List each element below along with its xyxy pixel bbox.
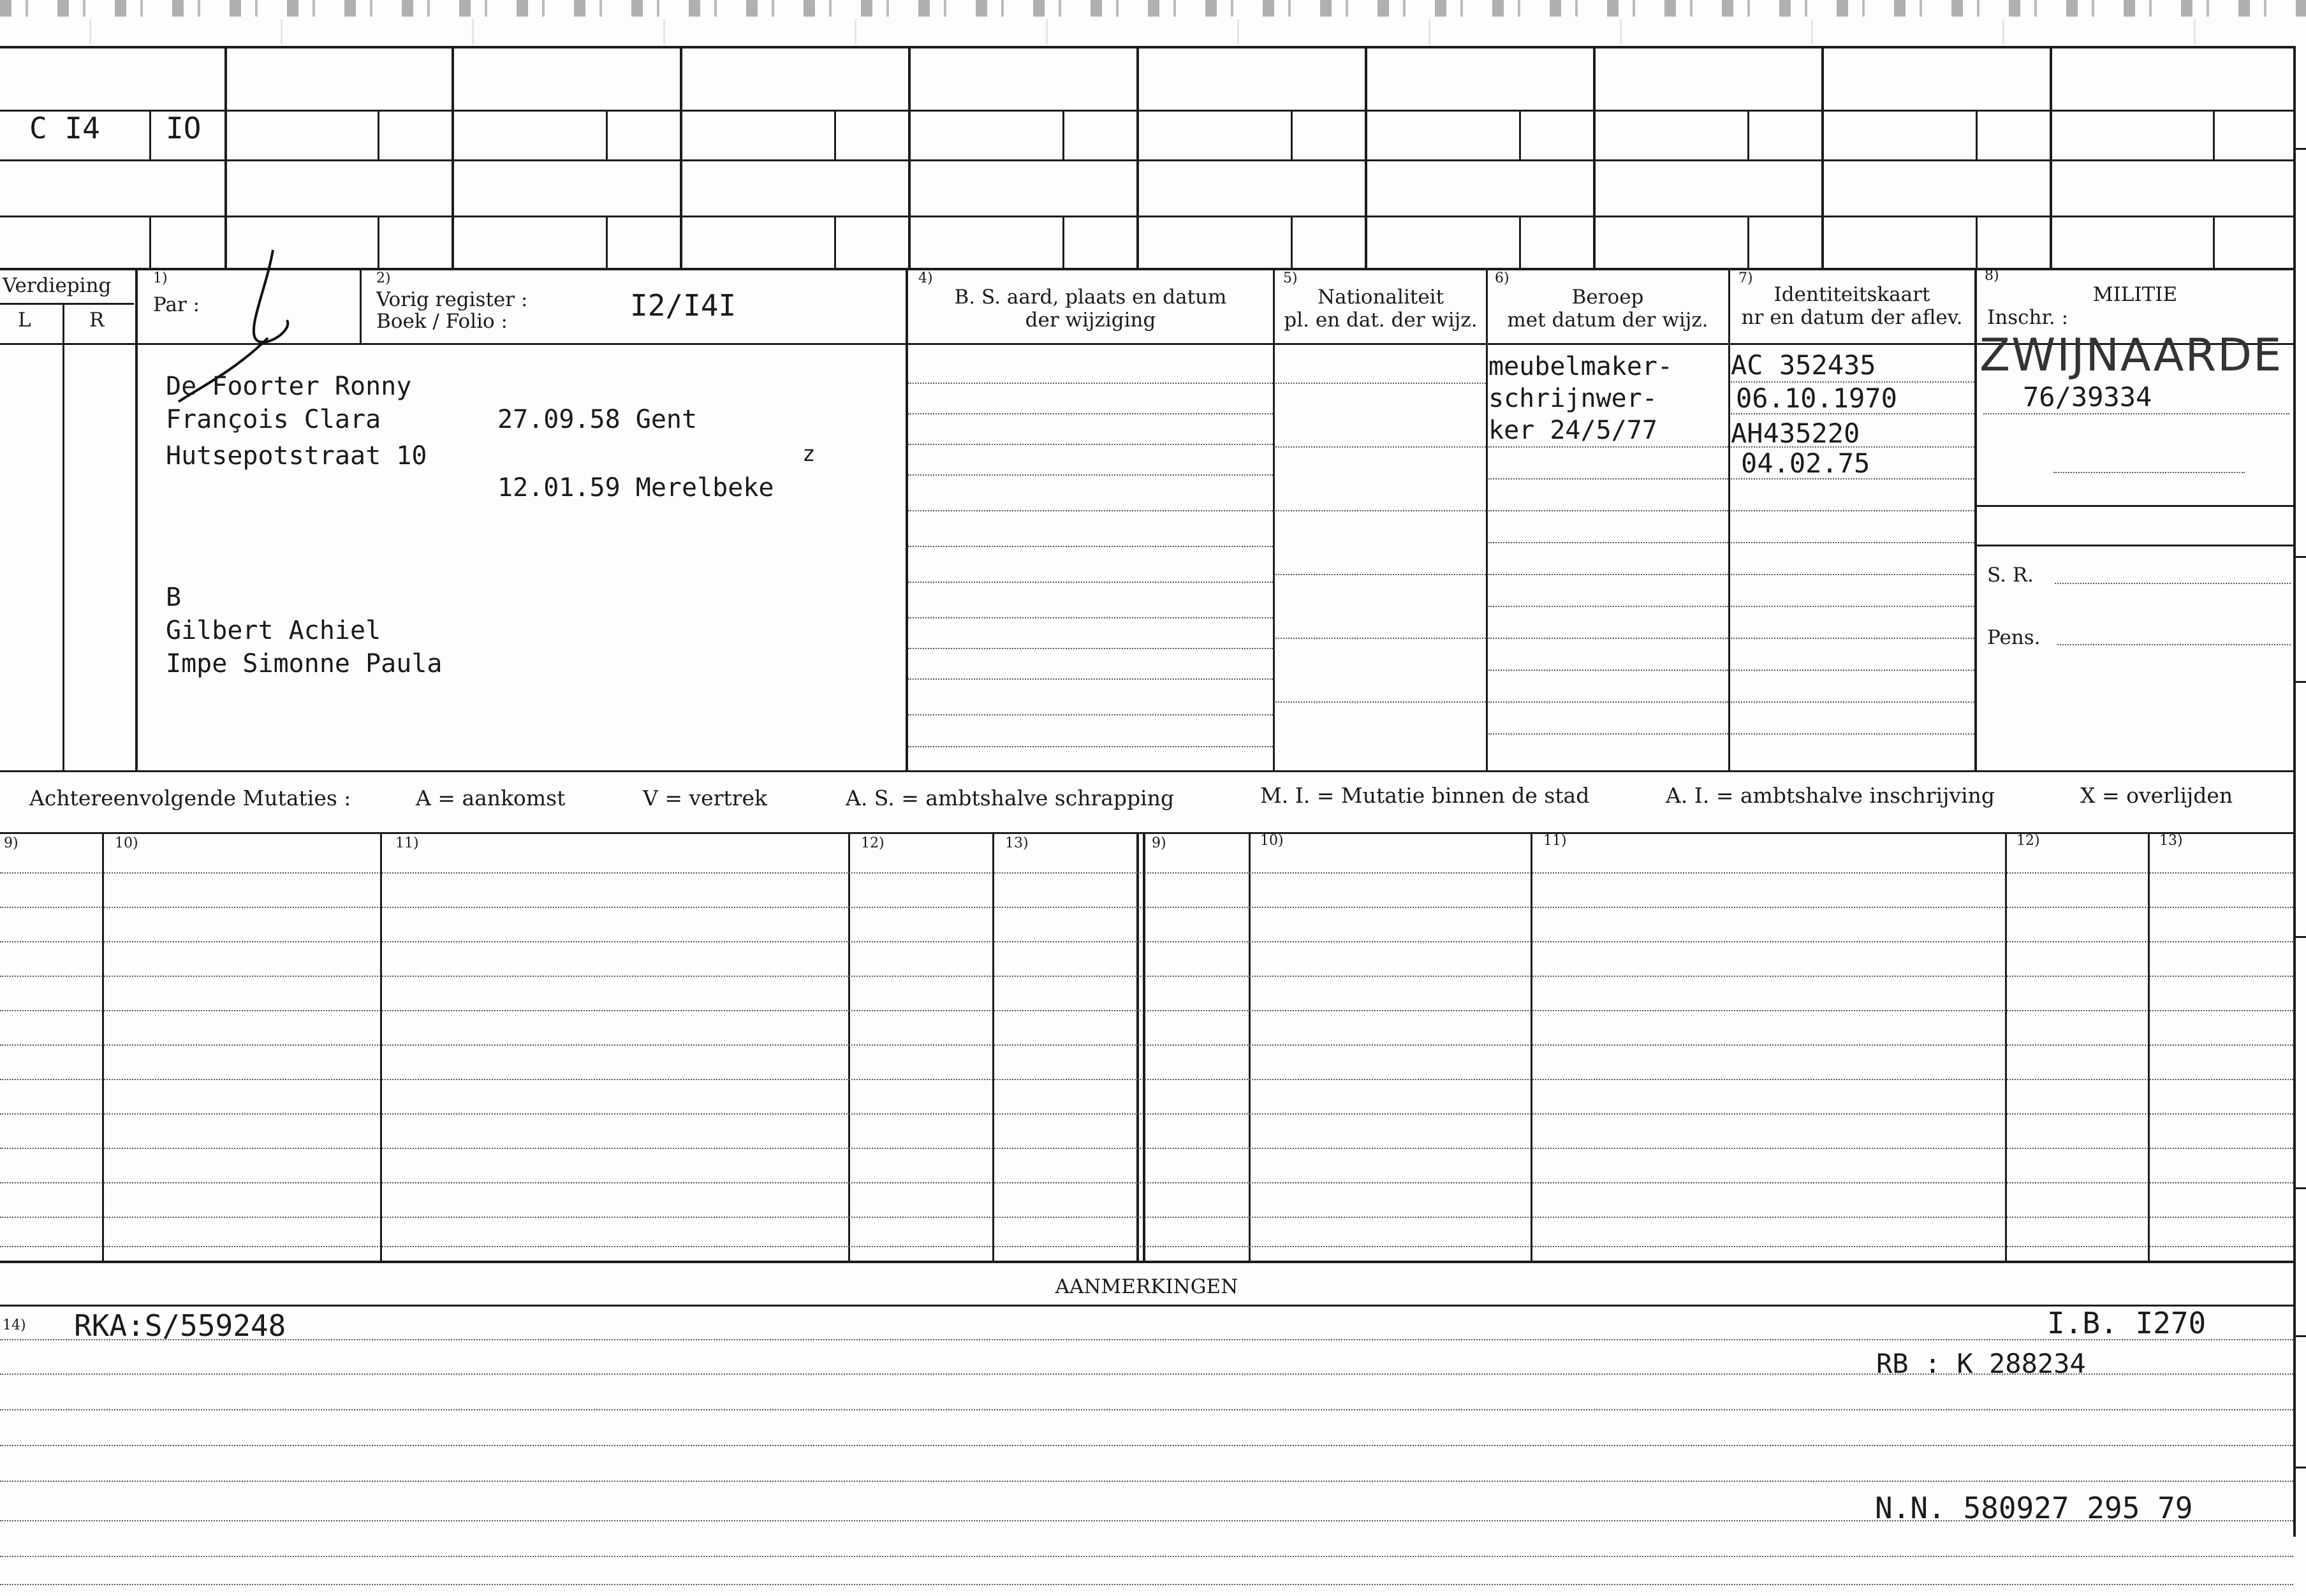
rule [1136, 832, 1139, 1261]
edge-tick [2296, 936, 2306, 938]
dotted-line [1488, 638, 1728, 639]
dotted-line [1983, 413, 2289, 414]
vorig-register-value: I2/I4I [630, 288, 737, 323]
rule [0, 303, 134, 305]
dotted-line [1731, 701, 1974, 703]
rule [0, 159, 2296, 161]
verdieping-label: Verdieping [3, 274, 112, 297]
header-box-2: IO [166, 111, 202, 145]
dotted-line [1488, 701, 1728, 703]
dotted-line [0, 1044, 2293, 1046]
rule [1747, 110, 1749, 159]
edge-tick [2296, 1335, 2306, 1337]
dotted-line [1488, 478, 1728, 480]
rule [1976, 110, 1978, 159]
dotted-line [0, 1113, 2293, 1115]
rule [0, 832, 2296, 834]
col-7-number: 7) [1738, 270, 1753, 286]
dotted-line [1275, 383, 1486, 384]
ib-number: I.B. I270 [2047, 1306, 2207, 1340]
militie-header: MILITIE [2092, 283, 2178, 306]
dotted-line [0, 1520, 2293, 1521]
rule [380, 832, 382, 1261]
mut-col-13: 13) [1005, 835, 1029, 851]
rule [1747, 216, 1749, 268]
scan-noise [0, 0, 2306, 17]
rule [1976, 216, 1978, 268]
rule [1273, 268, 1275, 772]
dotted-line [0, 1079, 2293, 1080]
identiteit-header-2: nr en datum der aflev. [1741, 306, 1963, 329]
rule [2005, 832, 2007, 1261]
rule [1249, 832, 1251, 1261]
dotted-line [1275, 446, 1486, 448]
dotted-line [1488, 670, 1728, 671]
rule [2148, 832, 2150, 1261]
person-name: De Foorter Ronny [166, 372, 412, 401]
mut-col-10b: 10) [1260, 833, 1284, 849]
beroep-line-2: schrijnwer- [1488, 384, 1657, 413]
dotted-line [0, 1445, 2293, 1446]
person-birth: 27.09.58 Gent [497, 405, 698, 434]
dotted-line [0, 1217, 2293, 1218]
nn-number: N.N. 580927 295 79 [1875, 1491, 2193, 1525]
rule [1136, 46, 1139, 269]
bs-header-2: der wijziging [1025, 309, 1156, 332]
pens-label: Pens. [1987, 626, 2041, 649]
rka-number: RKA:S/559248 [74, 1308, 286, 1343]
rule [1977, 505, 2293, 507]
rule [1728, 268, 1730, 772]
dotted-line [908, 714, 1273, 715]
person-spouse-2: Impe Simonne Paula [166, 649, 443, 678]
nationaliteit-header-1: Nationaliteit [1317, 286, 1444, 309]
beroep-header-1: Beroep [1571, 286, 1644, 309]
aanmerkingen-title: AANMERKINGEN [1055, 1275, 1238, 1298]
rule [606, 110, 608, 159]
dotted-line [0, 1339, 2293, 1340]
dotted-line [0, 872, 2293, 874]
rule [0, 1305, 2296, 1307]
rule [0, 1261, 2296, 1263]
rule [135, 268, 138, 772]
rule [1062, 216, 1064, 268]
dotted-line [1488, 606, 1728, 607]
identiteit-line-3: AH435220 [1731, 418, 1860, 449]
rule [1531, 832, 1532, 1261]
rule [1974, 268, 1977, 772]
rule [2293, 46, 2296, 269]
dotted-line [0, 1148, 2293, 1149]
identiteit-line-4: 04.02.75 [1741, 448, 1870, 479]
rb-number: RB : K 288234 [1876, 1348, 2086, 1379]
dotted-line [2053, 472, 2245, 473]
rule [908, 46, 911, 269]
rule [0, 268, 2296, 270]
legend-schrapping: A. S. = ambtshalve schrapping [846, 786, 1175, 810]
rule [62, 303, 64, 772]
col-2-number: 2) [376, 270, 391, 286]
edge-tick [2296, 556, 2306, 558]
rule [2293, 268, 2296, 1537]
dotted-line [1731, 381, 1974, 383]
rule [0, 216, 2296, 217]
dotted-line [1275, 701, 1486, 703]
dotted-line [908, 413, 1273, 414]
r-label: R [89, 309, 105, 332]
rule [0, 46, 2296, 48]
dotted-line [0, 976, 2293, 977]
mutaties-label: Achtereenvolgende Mutaties : [29, 786, 351, 810]
dotted-line [0, 1481, 2293, 1482]
nationaliteit-header-2: pl. en dat. der wijz. [1284, 309, 1478, 332]
dotted-line [1731, 670, 1974, 671]
rule [102, 832, 104, 1261]
edge-tick [2296, 681, 2306, 683]
dotted-line [908, 617, 1273, 619]
rule [0, 110, 2296, 112]
dotted-line [0, 1373, 2293, 1375]
col-4-number: 4) [918, 270, 933, 286]
edge-tick [2296, 1187, 2306, 1189]
rule [1519, 110, 1521, 159]
dotted-line [1731, 574, 1974, 575]
dotted-line [0, 1556, 2293, 1557]
col-8-number: 8) [1985, 268, 1999, 284]
scan-noise-faint [0, 19, 2306, 45]
vorig-register-label: Vorig register : [376, 288, 528, 311]
mut-col-12b: 12) [2016, 833, 2040, 849]
rule [378, 216, 379, 268]
rule [0, 343, 2296, 345]
dotted-line [0, 1010, 2293, 1011]
militie-number: 76/39334 [2023, 381, 2152, 413]
dotted-line [0, 941, 2293, 942]
legend-aankomst: A = aankomst [416, 786, 566, 810]
rule [149, 216, 151, 268]
col-14-number: 14) [3, 1317, 26, 1333]
rule [680, 46, 682, 269]
dotted-line [1488, 446, 1728, 448]
rule [2213, 110, 2215, 159]
dotted-line [908, 546, 1273, 547]
dotted-line [0, 1584, 2293, 1585]
dotted-line [0, 907, 2293, 908]
dotted-line [0, 1246, 2293, 1247]
dotted-line [908, 510, 1273, 511]
rule [1593, 46, 1596, 269]
mut-col-9b: 9) [1152, 835, 1166, 851]
dotted-line [1731, 446, 1974, 448]
person-b-label: B [166, 583, 182, 612]
par-label: Par : [153, 293, 200, 316]
beroep-line-3: ker 24/5/77 [1488, 416, 1657, 445]
rule [834, 110, 836, 159]
dotted-line [0, 1409, 2293, 1410]
dotted-line [908, 678, 1273, 680]
person-date2: 12.01.59 Merelbeke [497, 473, 774, 502]
legend-inschrijving: A. I. = ambtshalve inschrijving [1666, 783, 1995, 808]
rule [378, 110, 379, 159]
rule [992, 832, 994, 1261]
dotted-line [1731, 413, 1974, 414]
rule [1977, 545, 2293, 546]
rule [0, 770, 2296, 772]
dotted-line [1731, 638, 1974, 639]
beroep-line-1: meubelmaker- [1488, 352, 1673, 381]
rule [1486, 268, 1488, 772]
dotted-line [1275, 510, 1486, 511]
legend-overlijden: X = overlijden [2080, 783, 2233, 808]
rule [1143, 832, 1145, 1261]
dotted-line [1731, 542, 1974, 543]
inschr-label: Inschr. : [1987, 306, 2069, 329]
dotted-line [1275, 638, 1486, 639]
rule [834, 216, 836, 268]
boek-folio-label: Boek / Folio : [376, 310, 508, 333]
dotted-line [908, 648, 1273, 649]
rule [224, 46, 227, 269]
dotted-line [908, 474, 1273, 476]
dotted-line [908, 444, 1273, 445]
header-box-1: C I4 [29, 111, 100, 145]
mut-col-10: 10) [115, 835, 138, 851]
rule [2050, 46, 2052, 269]
person-address: Hutsepotstraat 10 [166, 441, 427, 471]
dotted-line [2057, 644, 2291, 645]
militie-stamp: ZWIJNAARDE [1979, 329, 2283, 381]
mut-col-12: 12) [861, 835, 885, 851]
dotted-line [908, 383, 1273, 384]
edge-tick [2296, 1467, 2306, 1468]
mut-col-11: 11) [395, 835, 419, 851]
dotted-line [1488, 542, 1728, 543]
rule [360, 268, 362, 343]
identiteit-line-2: 06.10.1970 [1736, 383, 1897, 414]
sr-label: S. R. [1987, 564, 2034, 587]
dotted-line [908, 582, 1273, 583]
dotted-line [1488, 510, 1728, 511]
dotted-line [1275, 574, 1486, 575]
identiteit-header-1: Identiteitskaart [1774, 283, 1930, 306]
rule [452, 46, 454, 269]
rule [1291, 216, 1293, 268]
dotted-line [1488, 574, 1728, 575]
rule [2213, 216, 2215, 268]
dotted-line [2055, 583, 2291, 584]
rule [1821, 46, 1824, 269]
rule [1291, 110, 1293, 159]
person-spouse: Gilbert Achiel [166, 616, 381, 645]
l-label: L [18, 309, 31, 332]
dotted-line [1731, 733, 1974, 735]
rule [848, 832, 850, 1261]
dotted-line [908, 746, 1273, 747]
rule [606, 216, 608, 268]
person-mother: François Clara [166, 405, 381, 434]
identiteit-line-1: AC 352435 [1731, 349, 1876, 381]
rule [1365, 46, 1367, 269]
mut-col-11b: 11) [1543, 833, 1567, 849]
rule [906, 268, 908, 772]
col-1-number: 1) [153, 270, 168, 286]
person-marker: z [802, 441, 816, 467]
mut-col-9: 9) [4, 835, 18, 851]
bs-header-1: B. S. aard, plaats en datum [954, 286, 1227, 309]
dotted-line [0, 1182, 2293, 1183]
mut-col-13b: 13) [2159, 833, 2183, 849]
rule [1062, 110, 1064, 159]
rule [149, 110, 151, 159]
dotted-line [1731, 606, 1974, 607]
legend-vertrek: V = vertrek [643, 786, 767, 810]
dotted-line [1731, 478, 1974, 480]
dotted-line [1488, 733, 1728, 735]
edge-tick [2296, 148, 2306, 150]
col-6-number: 6) [1495, 270, 1509, 286]
rule [1519, 216, 1521, 268]
col-5-number: 5) [1283, 270, 1298, 286]
dotted-line [1731, 510, 1974, 511]
legend-mutatie: M. I. = Mutatie binnen de stad [1260, 783, 1590, 808]
beroep-header-2: met datum der wijz. [1507, 309, 1708, 332]
